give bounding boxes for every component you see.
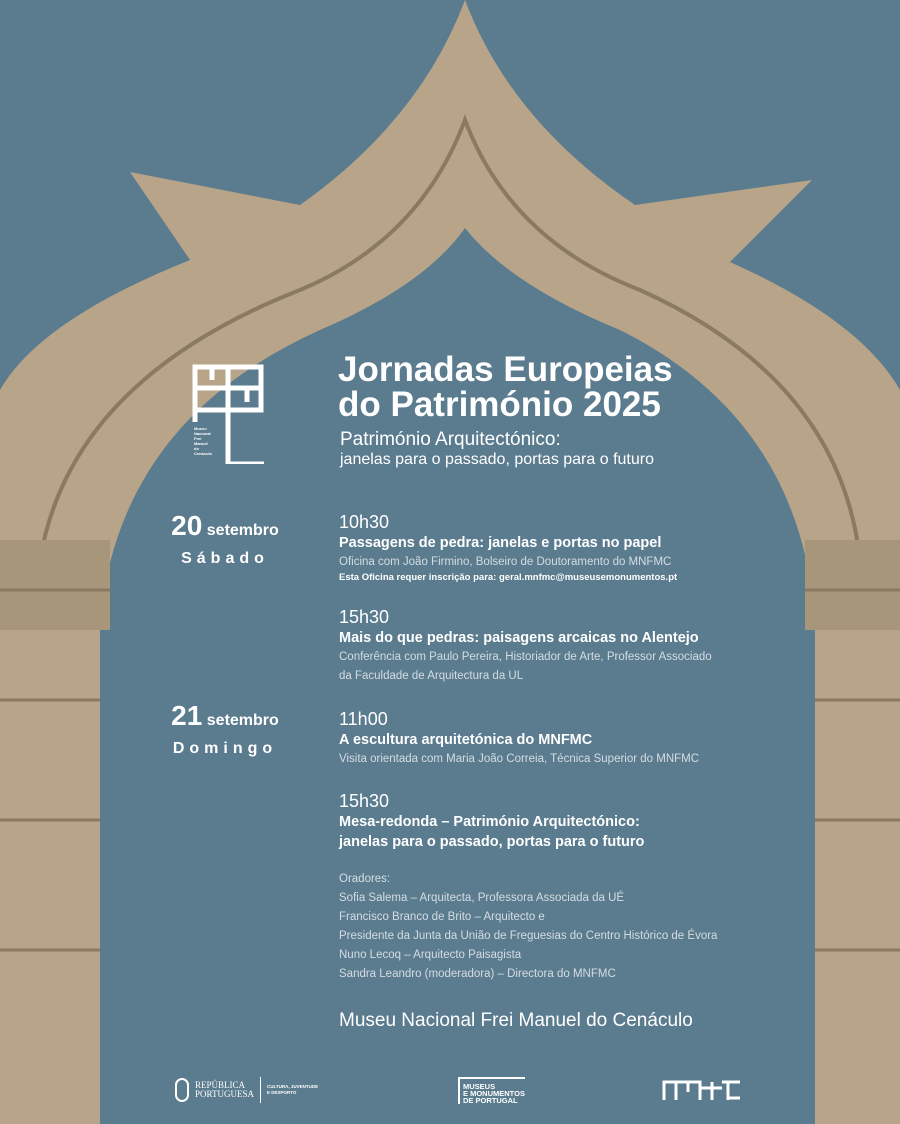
title-line: do Património 2025 — [338, 385, 661, 424]
logo-text: CULTURA, JUVENTUDE — [266, 1084, 319, 1089]
logo-caption: do — [194, 446, 199, 451]
day-month: setembro — [206, 522, 279, 539]
event-time: 10h30 — [339, 512, 390, 532]
subtitle-line: janelas para o passado, portas para o futuro — [340, 451, 654, 468]
subtitle-line: Património Arquitectónico: — [340, 429, 561, 450]
republica-portuguesa-logo — [175, 1077, 318, 1103]
event-time: 11h00 — [339, 709, 388, 729]
logo-text: E MONUMENTOS — [463, 1089, 525, 1098]
event-title: Mais do que pedras: paisagens arcaicas no Alentejo — [339, 630, 699, 646]
logo-caption: Museu — [194, 426, 207, 431]
event-time: 15h30 — [339, 607, 390, 627]
event-desc: da Faculdade de Arquitectura da UL — [339, 670, 524, 682]
day-saturday — [145, 510, 305, 568]
event-title: A escultura arquitetónica do MNFMC — [339, 732, 593, 748]
emblem-icon — [175, 1078, 189, 1102]
logo-text: DE PORTUGAL — [463, 1096, 518, 1105]
event-item — [339, 606, 779, 686]
day-month: setembro — [206, 712, 279, 729]
divider — [260, 1077, 261, 1103]
event-item — [339, 511, 779, 583]
event-title: Mesa-redonda – Património Arquitectónico: — [339, 814, 640, 830]
speakers-label: Oradores: — [339, 873, 391, 885]
day-number: 20 — [171, 510, 203, 541]
speaker: Presidente da Junta da União de Freguesias do Centro Histórico de Évora — [339, 930, 718, 942]
event-title: janelas para o passado, portas para o futuro — [339, 834, 645, 850]
mnfmc-small-logo-icon — [662, 1080, 742, 1100]
event-desc: Oficina com João Firmino, Bolseiro de Doutoramento do MNFMC — [339, 556, 672, 568]
speakers-list — [339, 870, 717, 984]
event-note: Esta Oficina requer inscrição para: geral.mnfmc@museusemonumentos.pt — [339, 572, 678, 583]
logo-text: REPÚBLICA — [195, 1080, 246, 1090]
museum-logo — [192, 362, 264, 464]
event-item — [339, 790, 779, 852]
speaker: Nuno Lecoq – Arquitecto Paisagista — [339, 949, 522, 961]
logo-caption: Nacional — [194, 431, 211, 436]
event-time: 15h30 — [339, 791, 390, 811]
logo-text: MUSEUS — [463, 1082, 496, 1091]
speaker: Sofia Salema – Arquitecta, Professora Associada da UÉ — [339, 892, 625, 904]
event-desc: Visita orientada com Maria João Correia, Técnica Superior do MNFMC — [339, 753, 700, 765]
logo-text: E DESPORTO — [266, 1090, 297, 1095]
day-name: Sábado — [181, 550, 269, 567]
event-desc: Conferência com Paulo Pereira, Historiador de Arte, Professor Associado — [339, 651, 712, 663]
subtitle — [340, 430, 654, 470]
day-sunday — [145, 700, 305, 758]
logo-caption: Cenáculo — [194, 451, 213, 456]
day-name: Domingo — [172, 740, 278, 757]
speaker: Francisco Branco de Brito – Arquitecto e — [339, 911, 545, 923]
logo-caption: Manuel — [194, 441, 208, 446]
speaker: Sandra Leandro (moderadora) – Directora do MNFMC — [339, 968, 616, 980]
event-item — [339, 708, 779, 769]
title-line: Jornadas Europeias — [338, 350, 673, 389]
day-number: 21 — [171, 700, 203, 731]
page-title — [338, 352, 673, 422]
logo-text: PORTUGUESA — [195, 1089, 254, 1099]
museum-name: Museu Nacional Frei Manuel do Cenáculo — [339, 1010, 693, 1031]
event-title: Passagens de pedra: janelas e portas no papel — [339, 535, 662, 551]
mmp-logo — [458, 1077, 525, 1104]
logo-caption: Frei — [194, 436, 202, 441]
